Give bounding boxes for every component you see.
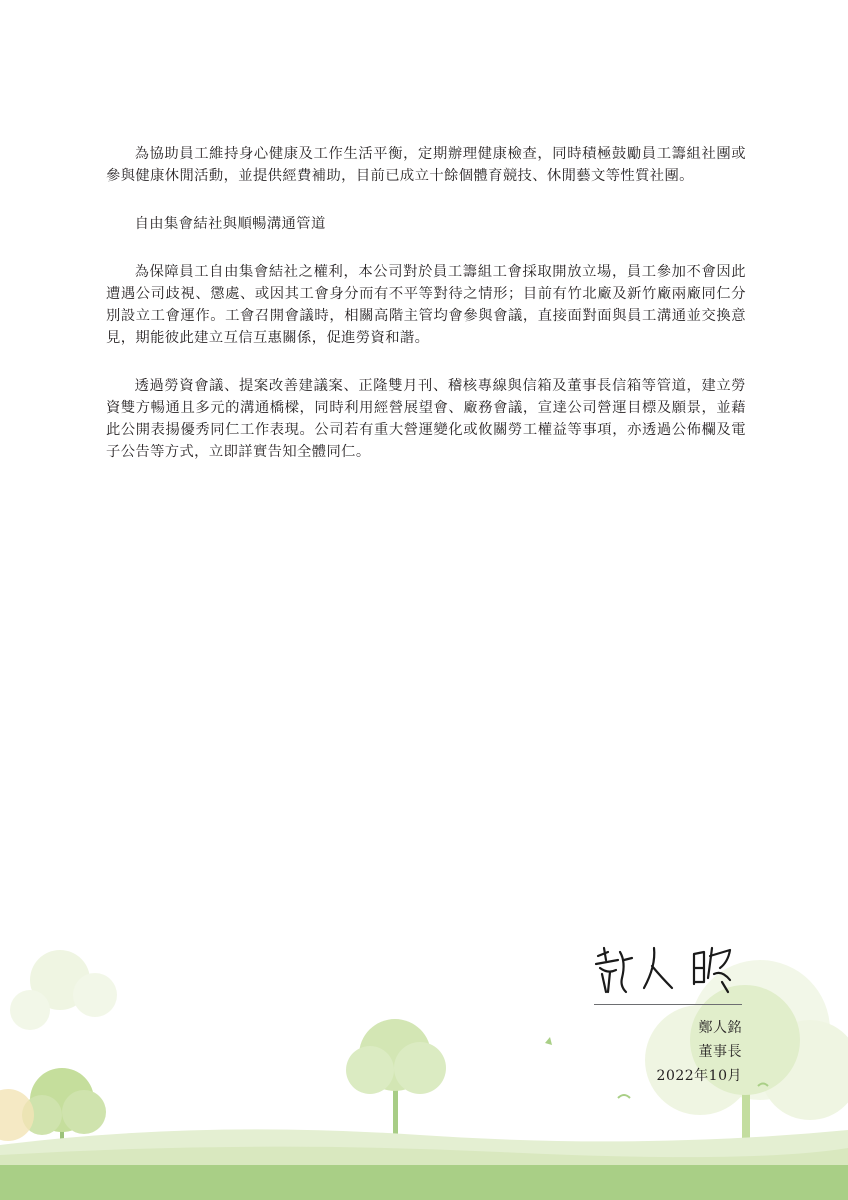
grass-band [0, 1165, 848, 1200]
paragraph-wellness: 為協助員工維持身心健康及工作生活平衡，定期辦理健康檢查，同時積極鼓勵員工籌組社團或參與健康休閒活動，並提供經費補助，目前已成立十餘個體育競技、休閒藝文等性質社團。 [106, 146, 746, 184]
bush [0, 1089, 34, 1141]
signer-title: 董事長 [698, 1044, 742, 1060]
bird-icon [618, 1095, 630, 1098]
document-body [106, 143, 746, 489]
signer-block [657, 1016, 742, 1088]
section-heading: 自由集會結社與順暢溝通管道 [134, 216, 326, 232]
bird-icon [545, 1037, 552, 1045]
signature-line [594, 1004, 742, 1005]
signature-date: 2022年10月 [656, 1068, 742, 1084]
handwritten-signature [590, 938, 750, 1000]
paragraph-union: 為保障員工自由集會結社之權利，本公司對於員工籌組工會採取開放立場，員工參加不會因此遭遇公司歧視、懲處、或因其工會身分而有不平等對待之情形；目前有竹北廠及新竹廠兩廠同仁分別設立工會運作。工會召開會議時，相關高階主管均會參與會議，直接面對面與員工溝通並交換意見，期能彼此建立互信互惠關係，促進勞資和諧。 [106, 264, 746, 346]
paragraph-communication: 透過勞資會議、提案改善建議案、正隆雙月刊、稽核專線與信箱及董事長信箱等管道，建立勞資雙方暢通且多元的溝通橋樑，同時利用經營展望會、廠務會議，宣達公司營運目標及願景，並藉此公開表揚優秀同仁工作表現。公司若有重大營運變化或攸關勞工權益等事項，亦透過公佈欄及電子公告等方式，立即詳實告知全體同仁。 [106, 378, 746, 460]
signer-name: 鄭人銘 [698, 1020, 742, 1036]
